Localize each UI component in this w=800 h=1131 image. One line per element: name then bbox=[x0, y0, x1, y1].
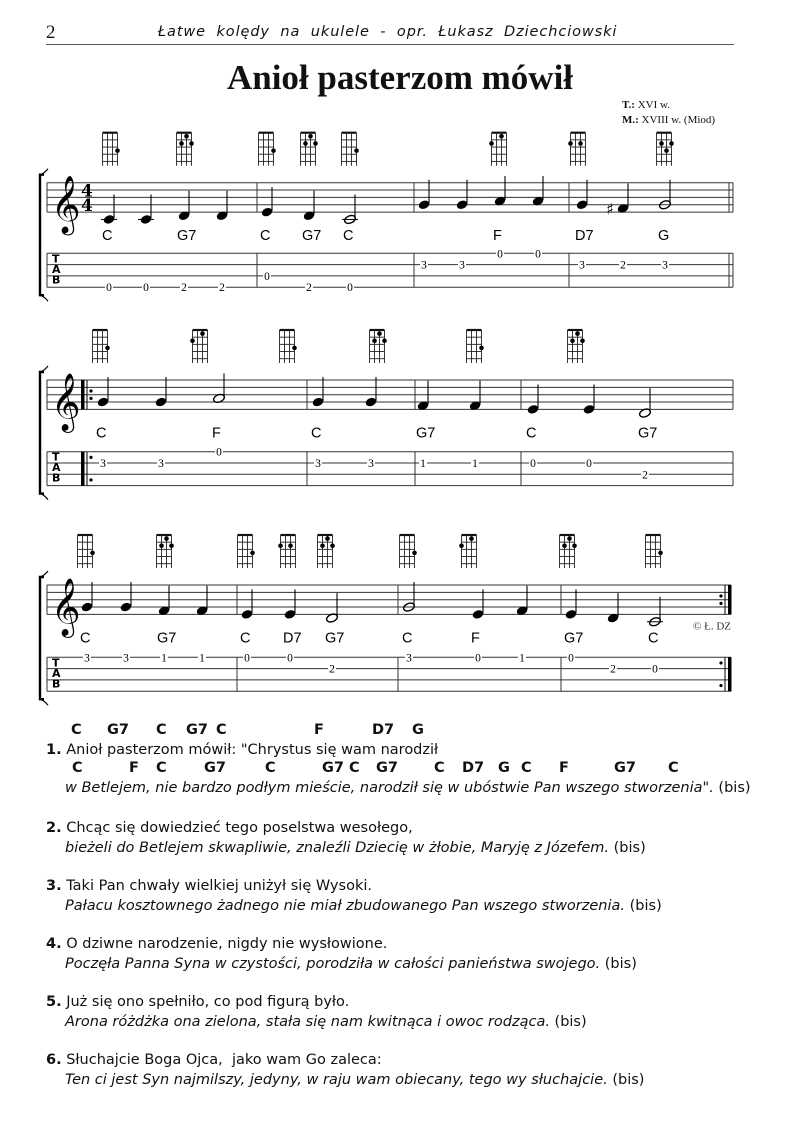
tab-fret-number: 3 bbox=[158, 458, 164, 470]
chord-symbol: G7 bbox=[157, 630, 177, 647]
song-title: Anioł pasterzom mówił bbox=[226, 58, 574, 97]
chord-diagram-c bbox=[238, 535, 255, 568]
tab-fret-number: 3 bbox=[315, 458, 321, 470]
finger-dot-icon bbox=[459, 543, 464, 548]
chord-symbol: C bbox=[402, 630, 413, 647]
verse-4 bbox=[46, 934, 746, 974]
note-d4 bbox=[216, 191, 229, 294]
chord-symbol: C bbox=[240, 630, 251, 647]
finger-dot-icon bbox=[664, 148, 669, 153]
chord-symbol: C bbox=[648, 630, 659, 647]
tab-label: T bbox=[52, 252, 60, 266]
tab-fret-number: 1 bbox=[472, 458, 478, 470]
lyric-chord: G7 bbox=[376, 760, 398, 776]
chord-diagram-c bbox=[280, 330, 297, 363]
finger-dot-icon bbox=[572, 543, 577, 548]
note-c4 bbox=[101, 194, 117, 294]
tab-fret-number: 2 bbox=[329, 663, 335, 676]
chord-symbol: F bbox=[493, 228, 502, 245]
note-g4 bbox=[402, 582, 416, 664]
chord-diagram-c bbox=[103, 133, 120, 166]
finger-dot-icon bbox=[313, 141, 318, 146]
bis-marker: (bis) bbox=[600, 956, 637, 972]
score-system-2 bbox=[40, 330, 733, 500]
lyric-chord: G7 bbox=[322, 760, 344, 776]
tab-fret-number: 0 bbox=[586, 458, 592, 470]
finger-dot-icon bbox=[562, 543, 567, 548]
chord-diagram-d7 bbox=[278, 535, 295, 568]
note-e4 bbox=[583, 384, 596, 470]
tab-fret-number: 0 bbox=[287, 652, 293, 665]
finger-dot-icon bbox=[489, 141, 494, 146]
finger-dot-icon bbox=[659, 141, 664, 146]
tab-fret-number: 0 bbox=[475, 652, 481, 665]
chord-diagram-g7 bbox=[177, 133, 194, 166]
note-e4 bbox=[240, 589, 253, 664]
note-g4 bbox=[96, 377, 109, 470]
finger-dot-icon bbox=[292, 346, 297, 351]
verse-1-line-2 bbox=[46, 778, 751, 798]
note-a4 bbox=[212, 373, 226, 458]
finger-dot-icon bbox=[159, 543, 164, 548]
tab-label: A bbox=[52, 461, 61, 475]
tab-fret-number: 0 bbox=[568, 652, 574, 665]
chord-diagram-c bbox=[259, 133, 276, 166]
treble-clef-icon: 𝄞 bbox=[51, 577, 81, 636]
lyric-chord: F bbox=[314, 722, 324, 738]
bis-marker: (bis) bbox=[713, 780, 751, 796]
verse-line-2 bbox=[46, 1070, 746, 1090]
chord-symbol: C bbox=[526, 425, 537, 442]
chord-symbol: G7 bbox=[177, 228, 197, 245]
tab-fret-number: 1 bbox=[519, 652, 525, 665]
note-g4 bbox=[155, 377, 168, 470]
music-credit-value: XVIII w. (Miod) bbox=[638, 114, 716, 126]
verse-1-line-1 bbox=[46, 740, 746, 760]
note-a4 bbox=[532, 176, 545, 260]
system-bracket bbox=[40, 577, 44, 699]
verse-line-2 bbox=[46, 1012, 746, 1032]
finger-dot-icon bbox=[320, 543, 325, 548]
chord-diagram-g7 bbox=[560, 535, 577, 568]
svg-text:4: 4 bbox=[81, 196, 93, 217]
note-d4 bbox=[177, 191, 196, 294]
finger-dot-icon bbox=[658, 551, 663, 556]
note-e4 bbox=[260, 187, 273, 283]
verse-line-1 bbox=[46, 876, 746, 896]
tab-label: T bbox=[52, 450, 60, 464]
verse-line-2 bbox=[46, 954, 746, 974]
music-credit-label: M.: bbox=[622, 114, 639, 126]
finger-dot-icon bbox=[308, 134, 313, 139]
finger-dot-icon bbox=[568, 141, 573, 146]
chord-symbol: D7 bbox=[283, 630, 302, 647]
verse-5 bbox=[46, 992, 746, 1032]
chord-diagram-f bbox=[459, 535, 476, 568]
tab-fret-number: 3 bbox=[459, 259, 465, 272]
treble-clef-icon: 𝄞 bbox=[51, 372, 81, 431]
chord-symbol: C bbox=[102, 228, 113, 245]
lyric-chord: G bbox=[412, 722, 424, 738]
tab-fret-number: 0 bbox=[497, 248, 503, 261]
verse-1 bbox=[46, 722, 751, 798]
tab-fret-number: 3 bbox=[100, 458, 106, 470]
finger-dot-icon bbox=[115, 148, 120, 153]
verse-text-italic: Arona różdżka ona zielona, stała się nam kwitnąca i owoc rodząca. bbox=[65, 1014, 550, 1030]
finger-dot-icon bbox=[325, 536, 330, 541]
verse-number: 1. bbox=[46, 742, 62, 758]
verse-text: Słuchajcie Boga Ojca, jako wam Go zaleca: bbox=[61, 1052, 382, 1068]
lyric-chord: C bbox=[521, 760, 532, 776]
tab-fret-number: 1 bbox=[161, 652, 167, 665]
chord-symbol: G7 bbox=[325, 630, 345, 647]
tab-fret-number: 1 bbox=[199, 652, 205, 665]
tab-fret-number: 2 bbox=[642, 469, 648, 482]
tab-fret-number: 3 bbox=[662, 259, 668, 272]
tab-fret-number: 3 bbox=[368, 458, 374, 470]
note-f4 bbox=[516, 586, 529, 665]
verse-text-italic: w Betlejem, nie bardzo podłym mieście, narodził się w ubóstwie Pan wszego stworzenia". bbox=[65, 780, 714, 796]
chord-diagram-g7 bbox=[370, 330, 387, 363]
tab-fret-number: 0 bbox=[264, 270, 270, 283]
finger-dot-icon bbox=[570, 338, 575, 343]
tab-label: T bbox=[52, 656, 60, 670]
tab-label: B bbox=[52, 677, 61, 691]
finger-dot-icon bbox=[580, 338, 585, 343]
note-d4 bbox=[302, 191, 321, 294]
finger-dot-icon bbox=[469, 536, 474, 541]
finger-dot-icon bbox=[271, 148, 276, 153]
finger-dot-icon bbox=[250, 551, 255, 556]
chord-symbol: C bbox=[311, 425, 322, 442]
note-e4 bbox=[526, 384, 539, 470]
verse-line-2 bbox=[46, 838, 746, 858]
start-repeat-barline bbox=[81, 380, 85, 409]
finger-dot-icon bbox=[179, 141, 184, 146]
chord-symbol: C bbox=[343, 228, 354, 245]
chord-diagram-c bbox=[342, 133, 359, 166]
verse-text: O dziwne narodzenie, nigdy nie wysłowione. bbox=[61, 936, 388, 952]
note-d4 bbox=[607, 593, 620, 676]
chord-line-1 bbox=[46, 722, 746, 740]
lyric-chord: D7 bbox=[462, 760, 485, 776]
finger-dot-icon bbox=[669, 141, 674, 146]
verse-number: 3. bbox=[46, 878, 62, 894]
verse-6 bbox=[46, 1050, 746, 1090]
verse-number: 6. bbox=[46, 1052, 62, 1068]
verse-text-italic: bieżeli do Betlejem skwapliwie, znaleźli Dziecię w żłobie, Maryję z Józefem. bbox=[65, 840, 610, 856]
tab-label: A bbox=[52, 666, 61, 680]
verse-text: Anioł pasterzom mówił: "Chrystus się wam narodził bbox=[61, 742, 439, 758]
finger-dot-icon bbox=[189, 141, 194, 146]
tab-fret-number: 0 bbox=[143, 282, 149, 295]
chord-diagram-g bbox=[657, 133, 674, 166]
verse-line-1 bbox=[46, 934, 746, 954]
finger-dot-icon bbox=[164, 536, 169, 541]
verse-text: Taki Pan chwały wielkiej uniżył się Wysoki. bbox=[61, 878, 372, 894]
note-a4 bbox=[493, 176, 506, 260]
finger-dot-icon bbox=[382, 338, 387, 343]
chord-diagram-c bbox=[78, 535, 95, 568]
lyric-chord: G7 bbox=[204, 760, 226, 776]
tab-fret-number: 3 bbox=[123, 652, 129, 665]
finger-dot-icon bbox=[278, 543, 283, 548]
lyric-chord: D7 bbox=[372, 722, 395, 738]
chord-diagram-g7 bbox=[301, 133, 318, 166]
finger-dot-icon bbox=[184, 134, 189, 139]
bis-marker: (bis) bbox=[609, 840, 646, 856]
note-g4 bbox=[418, 180, 431, 272]
chord-symbol: G7 bbox=[638, 425, 658, 442]
lyric-chord: F bbox=[559, 760, 569, 776]
finger-dot-icon bbox=[330, 543, 335, 548]
verse-number: 4. bbox=[46, 936, 62, 952]
finger-dot-icon bbox=[372, 338, 377, 343]
finger-dot-icon bbox=[412, 551, 417, 556]
note-e4 bbox=[471, 589, 484, 664]
verse-text-italic: Ten ci jest Syn najmilszy, jedyny, w raju wam obiecany, tego wy słuchajcie. bbox=[65, 1072, 608, 1088]
verse-line-1 bbox=[46, 818, 746, 838]
chord-diagram-f bbox=[190, 330, 207, 363]
tab-label: B bbox=[52, 273, 61, 287]
tab-fret-number: 3 bbox=[84, 652, 90, 665]
finger-dot-icon bbox=[499, 134, 504, 139]
verse-text: Już się ono spełniło, co pod figurą było. bbox=[61, 994, 350, 1010]
system-bracket bbox=[40, 372, 44, 494]
verse-line-1 bbox=[46, 1050, 746, 1070]
verse-2 bbox=[46, 818, 746, 858]
note-f4 bbox=[196, 586, 209, 665]
tab-label: A bbox=[52, 262, 61, 276]
system-bracket bbox=[40, 175, 44, 296]
score-system-3 bbox=[40, 535, 732, 705]
bis-marker: (bis) bbox=[625, 898, 662, 914]
note-g4 bbox=[311, 377, 324, 470]
chord-symbol: F bbox=[471, 630, 480, 647]
lyric-chord: C bbox=[434, 760, 445, 776]
verse-text: Chcąc się dowiedzieć tego poselstwa wesołego, bbox=[61, 820, 413, 836]
tab-fret-number: 0 bbox=[535, 248, 541, 261]
tab-fret-number: 3 bbox=[406, 652, 412, 665]
chord-diagram-c bbox=[93, 330, 110, 363]
finger-dot-icon bbox=[575, 331, 580, 336]
chord-diagram-g7 bbox=[157, 535, 174, 568]
page-number: 2 bbox=[46, 22, 56, 43]
verse-number: 5. bbox=[46, 994, 62, 1010]
lyric-chord: C bbox=[156, 760, 167, 776]
chord-symbol: G bbox=[658, 228, 670, 245]
chord-diagram-c bbox=[400, 535, 417, 568]
chord-diagram-g7 bbox=[318, 535, 335, 568]
finger-dot-icon bbox=[303, 141, 308, 146]
chord-diagram-c bbox=[646, 535, 663, 568]
note-f4 bbox=[157, 586, 176, 665]
text-credit-value: XVI w. bbox=[634, 99, 670, 111]
tab-fret-number: 2 bbox=[306, 282, 312, 295]
note-c4 bbox=[342, 194, 358, 294]
lyric-chord: G7 bbox=[186, 722, 208, 738]
finger-dot-icon bbox=[169, 543, 174, 548]
tab-fret-number: 2 bbox=[620, 259, 626, 272]
note-d4 bbox=[325, 593, 344, 676]
lyric-chord: G7 bbox=[614, 760, 636, 776]
note-c4 bbox=[647, 597, 663, 676]
lyric-chord: F bbox=[129, 760, 139, 776]
lyric-chord: C bbox=[265, 760, 276, 776]
chord-symbol: C bbox=[260, 228, 271, 245]
chord-symbol: G7 bbox=[416, 425, 436, 442]
tab-label: B bbox=[52, 471, 61, 485]
tab-fret-number: 3 bbox=[421, 259, 427, 272]
tab-fret-number: 0 bbox=[244, 652, 250, 665]
lyric-chord: C bbox=[216, 722, 227, 738]
end-repeat-barline bbox=[728, 585, 732, 614]
chord-diagram-g7 bbox=[568, 330, 585, 363]
lyric-chord: G7 bbox=[107, 722, 129, 738]
note-g4 bbox=[575, 180, 594, 272]
note-g4 bbox=[658, 180, 672, 272]
treble-clef-icon: 𝄞 bbox=[51, 175, 81, 234]
note-g4 bbox=[365, 377, 378, 470]
note-g4 bbox=[456, 180, 469, 272]
chord-diagram-f bbox=[489, 133, 506, 166]
note-fsharp4 bbox=[606, 183, 629, 271]
verse-line-1 bbox=[46, 992, 746, 1012]
tab-fret-number: 0 bbox=[530, 458, 536, 470]
note-c4 bbox=[138, 194, 154, 294]
verse-text-italic: Poczęła Panna Syna w czystości, porodziła w całości panieństwa swojego. bbox=[65, 956, 601, 972]
score-system-1 bbox=[40, 133, 733, 302]
chord-symbol: G7 bbox=[564, 630, 584, 647]
tab-fret-number: 0 bbox=[106, 282, 112, 295]
finger-dot-icon bbox=[288, 543, 293, 548]
lyric-chord: C bbox=[72, 760, 83, 776]
lyric-chord: C bbox=[668, 760, 679, 776]
finger-dot-icon bbox=[479, 346, 484, 351]
lyric-chord: G bbox=[498, 760, 510, 776]
tab-fret-number: 0 bbox=[216, 446, 222, 459]
finger-dot-icon bbox=[190, 338, 195, 343]
lyric-chord: C bbox=[71, 722, 82, 738]
verse-line-2 bbox=[46, 896, 746, 916]
lyric-chord: C bbox=[349, 760, 360, 776]
note-f4 bbox=[469, 381, 482, 470]
text-credit-label: T.: bbox=[622, 99, 635, 111]
bis-marker: (bis) bbox=[607, 1072, 645, 1088]
tab-fret-number: 0 bbox=[347, 282, 353, 295]
tab-fret-number: 1 bbox=[420, 458, 426, 470]
verse-3 bbox=[46, 876, 746, 916]
time-signature: 4 bbox=[81, 181, 93, 202]
finger-dot-icon bbox=[200, 331, 205, 336]
finger-dot-icon bbox=[377, 331, 382, 336]
note-g4 bbox=[120, 582, 133, 664]
chord-line-2 bbox=[46, 760, 746, 778]
chord-diagram-d7 bbox=[568, 133, 585, 166]
lyric-chord: C bbox=[156, 722, 167, 738]
chord-symbol: C bbox=[80, 630, 91, 647]
running-title: Łatwe kolędy na ukulele - opr. Łukasz Dziechciowski bbox=[158, 24, 618, 40]
chord-symbol: C bbox=[96, 425, 107, 442]
note-e4 bbox=[283, 589, 302, 664]
finger-dot-icon bbox=[578, 141, 583, 146]
note-e4 bbox=[564, 589, 583, 664]
finger-dot-icon bbox=[90, 551, 95, 556]
tab-fret-number: 2 bbox=[610, 663, 616, 676]
tab-fret-number: 2 bbox=[219, 282, 225, 295]
note-f4 bbox=[416, 381, 435, 470]
note-g4 bbox=[80, 582, 93, 664]
tab-fret-number: 0 bbox=[652, 663, 658, 676]
finger-dot-icon bbox=[105, 346, 110, 351]
chord-symbol: D7 bbox=[575, 228, 594, 245]
tab-fret-number: 3 bbox=[579, 259, 585, 272]
finger-dot-icon bbox=[567, 536, 572, 541]
chord-diagram-c bbox=[467, 330, 484, 363]
verse-number: 2. bbox=[46, 820, 62, 836]
tab-fret-number: 2 bbox=[181, 282, 187, 295]
chord-symbol: G7 bbox=[302, 228, 322, 245]
verse-text-italic: Pałacu kosztownego żadnego nie miał zbudowanego Pan wszego stworzenia. bbox=[65, 898, 626, 914]
copyright: © Ł. DZ bbox=[693, 620, 731, 633]
chord-symbol: F bbox=[212, 425, 221, 442]
bis-marker: (bis) bbox=[549, 1014, 587, 1030]
finger-dot-icon bbox=[354, 148, 359, 153]
sharp-icon: ♯ bbox=[606, 199, 614, 219]
